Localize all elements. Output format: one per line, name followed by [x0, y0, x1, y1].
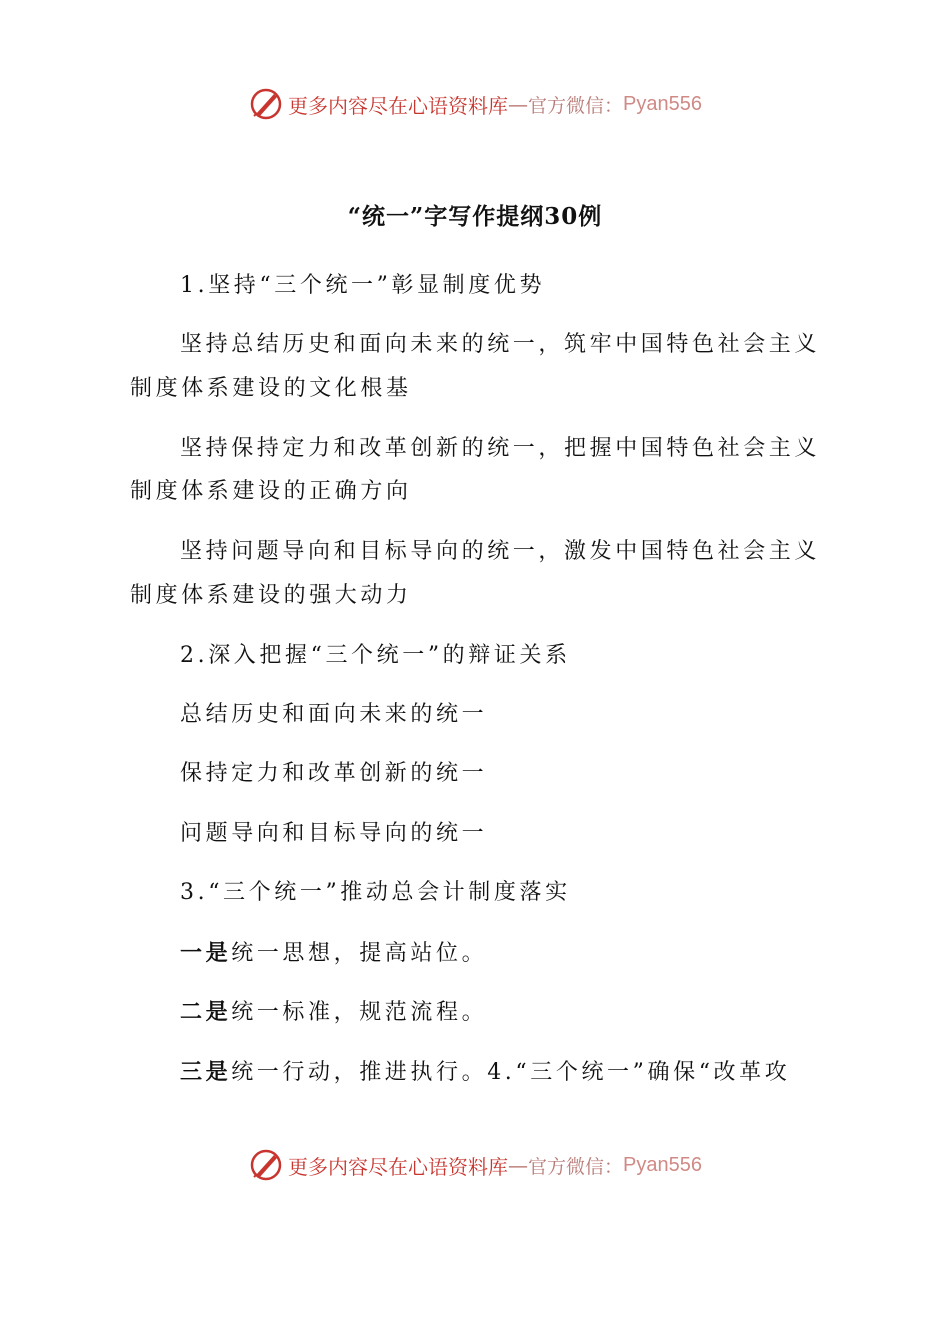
- banner-dash: —: [508, 92, 528, 116]
- paragraph: 制度体系建设的强大动力: [130, 583, 412, 608]
- document-title: “统一”字写作提纲30例: [347, 203, 603, 230]
- bold-lead: 一是: [180, 940, 232, 966]
- list-item: [180, 990, 830, 1035]
- banner-text: 更多内容尽在心语资料库: [288, 1154, 508, 1179]
- bold-lead: 二是: [180, 999, 232, 1025]
- paragraph: 制度体系建设的文化根基: [130, 376, 412, 401]
- item-text: 统一标准，规范流程。: [231, 1000, 488, 1025]
- banner-dash: —: [508, 1153, 528, 1177]
- list-item: 问题导向和目标导向的统一: [180, 821, 488, 846]
- list-item: 总结历史和面向未来的统一: [180, 702, 488, 727]
- section-heading-1: 1.坚持“三个统一”彰显制度优势: [180, 273, 546, 298]
- section-heading-2: 2.深入把握“三个统一”的辩证关系: [180, 643, 571, 668]
- banner-text: 更多内容尽在心语资料库: [288, 93, 508, 118]
- footer-watermark: [0, 1145, 950, 1185]
- pen-logo-icon: [248, 1147, 284, 1183]
- item-text: 统一行动，推进执行。4.“三个统一”确保“改革攻: [231, 1060, 791, 1085]
- banner-wechat-id: Pyan556: [623, 92, 702, 115]
- list-item: [180, 931, 830, 976]
- header-watermark: [0, 84, 950, 124]
- section-heading-3: 3.“三个统一”推动总会计制度落实: [180, 880, 571, 905]
- paragraph: 制度体系建设的正确方向: [130, 479, 412, 504]
- paragraph: 坚持总结历史和面向未来的统一，筑牢中国特色社会主义: [180, 332, 821, 357]
- banner-wechat-label: 官方微信：: [528, 1155, 624, 1178]
- banner-wechat-label: 官方微信：: [528, 94, 624, 117]
- list-item: 保持定力和改革创新的统一: [180, 761, 488, 786]
- list-item: [180, 1050, 830, 1095]
- paragraph: 坚持保持定力和改革创新的统一，把握中国特色社会主义: [180, 436, 821, 461]
- bold-lead: 三是: [180, 1059, 232, 1085]
- pen-logo-icon: [248, 86, 284, 122]
- banner-wechat-id: Pyan556: [623, 1153, 702, 1176]
- item-text: 统一思想，提高站位。: [231, 941, 488, 966]
- paragraph: 坚持问题导向和目标导向的统一，激发中国特色社会主义: [180, 539, 821, 564]
